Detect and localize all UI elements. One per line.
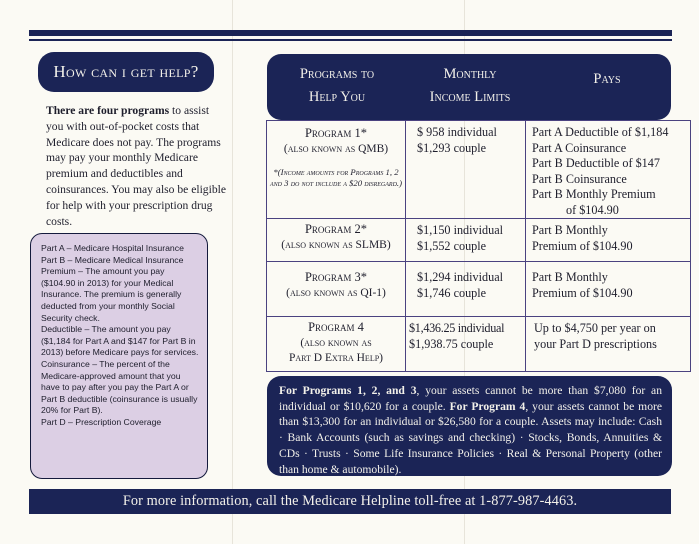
program-cell bbox=[267, 317, 406, 372]
program-aka: (also known as bbox=[300, 336, 372, 349]
income-cell: $1,150 individual $1,552 couple bbox=[406, 219, 526, 262]
program-aka: (also known as QMB) bbox=[283, 142, 389, 155]
help-heading: How can i get help? bbox=[38, 52, 214, 92]
definition-deductible: Deductible – The amount you pay ($1,184 for Part A and $147 for Part B in 2013) before Medicare pays for services. bbox=[41, 324, 199, 358]
header-pays: Pays bbox=[593, 71, 621, 87]
table-row bbox=[267, 121, 691, 219]
definition-part-a: Part A – Medicare Hospital Insurance bbox=[41, 243, 184, 253]
assets-text: For Programs 1, 2, and 3, your assets cannot be more than $7,080 for an individual or $10,620 for a couple. For Program 4, your assets cannot be more than $13,300 for an individual or $26,580 for a couple. Assets may include: Cash · Bank Accounts (such as savings and checking) · Stocks, Bonds, Annuities & CDs · Trusts · Some Life Insurance Policies · Real & Personal Property (other than home & automobile). bbox=[279, 384, 662, 476]
program-aka: Part D Extra Help) bbox=[288, 352, 383, 364]
top-rule-thick bbox=[29, 30, 672, 36]
table-row bbox=[267, 219, 691, 262]
program-name: Program 1* bbox=[304, 126, 368, 140]
pays-cell: Part A Deductible of $1,184 Part A Coinsurance Part B Deductible of $147 Part B Coinsurance Part B Monthly Premium of $104.90 bbox=[526, 121, 691, 219]
definitions-box bbox=[30, 233, 208, 479]
definition-part-d: Part D – Prescription Coverage bbox=[41, 416, 162, 427]
definition-coinsurance: Coinsurance – The percent of the Medicare-approved amount that you have to pay after you pay the Part A or Part B deductible (coinsurance is usually 20% for Part B). bbox=[41, 358, 198, 416]
program-aka: (also known as SLMB) bbox=[281, 238, 391, 251]
program-aka: (also known as QI-1) bbox=[286, 286, 386, 299]
program-table bbox=[266, 120, 691, 372]
program-cell bbox=[267, 121, 406, 219]
pays-cell: Up to $4,750 per year on your Part D prescriptions bbox=[526, 317, 691, 372]
fold-line-left bbox=[232, 0, 233, 544]
intro-bold: There are four programs bbox=[46, 104, 170, 117]
pays-cell: Part B Monthly Premium of $104.90 bbox=[526, 219, 691, 262]
income-cell: $ 958 individual $1,293 couple bbox=[406, 121, 526, 219]
income-cell: $1,436.25 individual $1,938.75 couple bbox=[406, 317, 526, 372]
table-header bbox=[267, 54, 671, 120]
table-row bbox=[267, 262, 691, 317]
footer-helpline: For more information, call the Medicare Helpline toll-free at 1-877-987-4463. bbox=[29, 489, 671, 514]
program-name: Program 3* bbox=[304, 270, 368, 284]
income-cell: $1,294 individual $1,746 couple bbox=[406, 262, 526, 317]
assets-box bbox=[267, 376, 672, 476]
header-income-limits: Monthly Income Limits bbox=[429, 66, 511, 105]
program-cell bbox=[267, 219, 406, 262]
top-rule-thin bbox=[29, 39, 672, 41]
header-programs: Programs to Help You bbox=[299, 66, 375, 105]
intro-paragraph bbox=[46, 103, 226, 229]
pays-cell: Part B Monthly Premium of $104.90 bbox=[526, 262, 691, 317]
income-note: *(Income amounts for Programs 1, 2 and 3 do not include a $20 disregard.) bbox=[270, 167, 402, 188]
table-row bbox=[267, 317, 691, 372]
program-name: Program 4 bbox=[308, 320, 364, 334]
program-name: Program 2* bbox=[304, 222, 368, 236]
definition-part-b: Part B – Medicare Medical Insurance Premium – The amount you pay ($104.90 in 2013) for your Medical Insurance. The premium is generally deducted from your monthly Social Security check. bbox=[41, 254, 184, 323]
program-cell bbox=[267, 262, 406, 317]
intro-text: to assist you with out-of-pocket costs that Medicare does not pay. The programs may pay your monthly Medicare premium and deductibles and coinsurances. You may also be eligible for help with your prescription drug costs. bbox=[46, 104, 226, 228]
